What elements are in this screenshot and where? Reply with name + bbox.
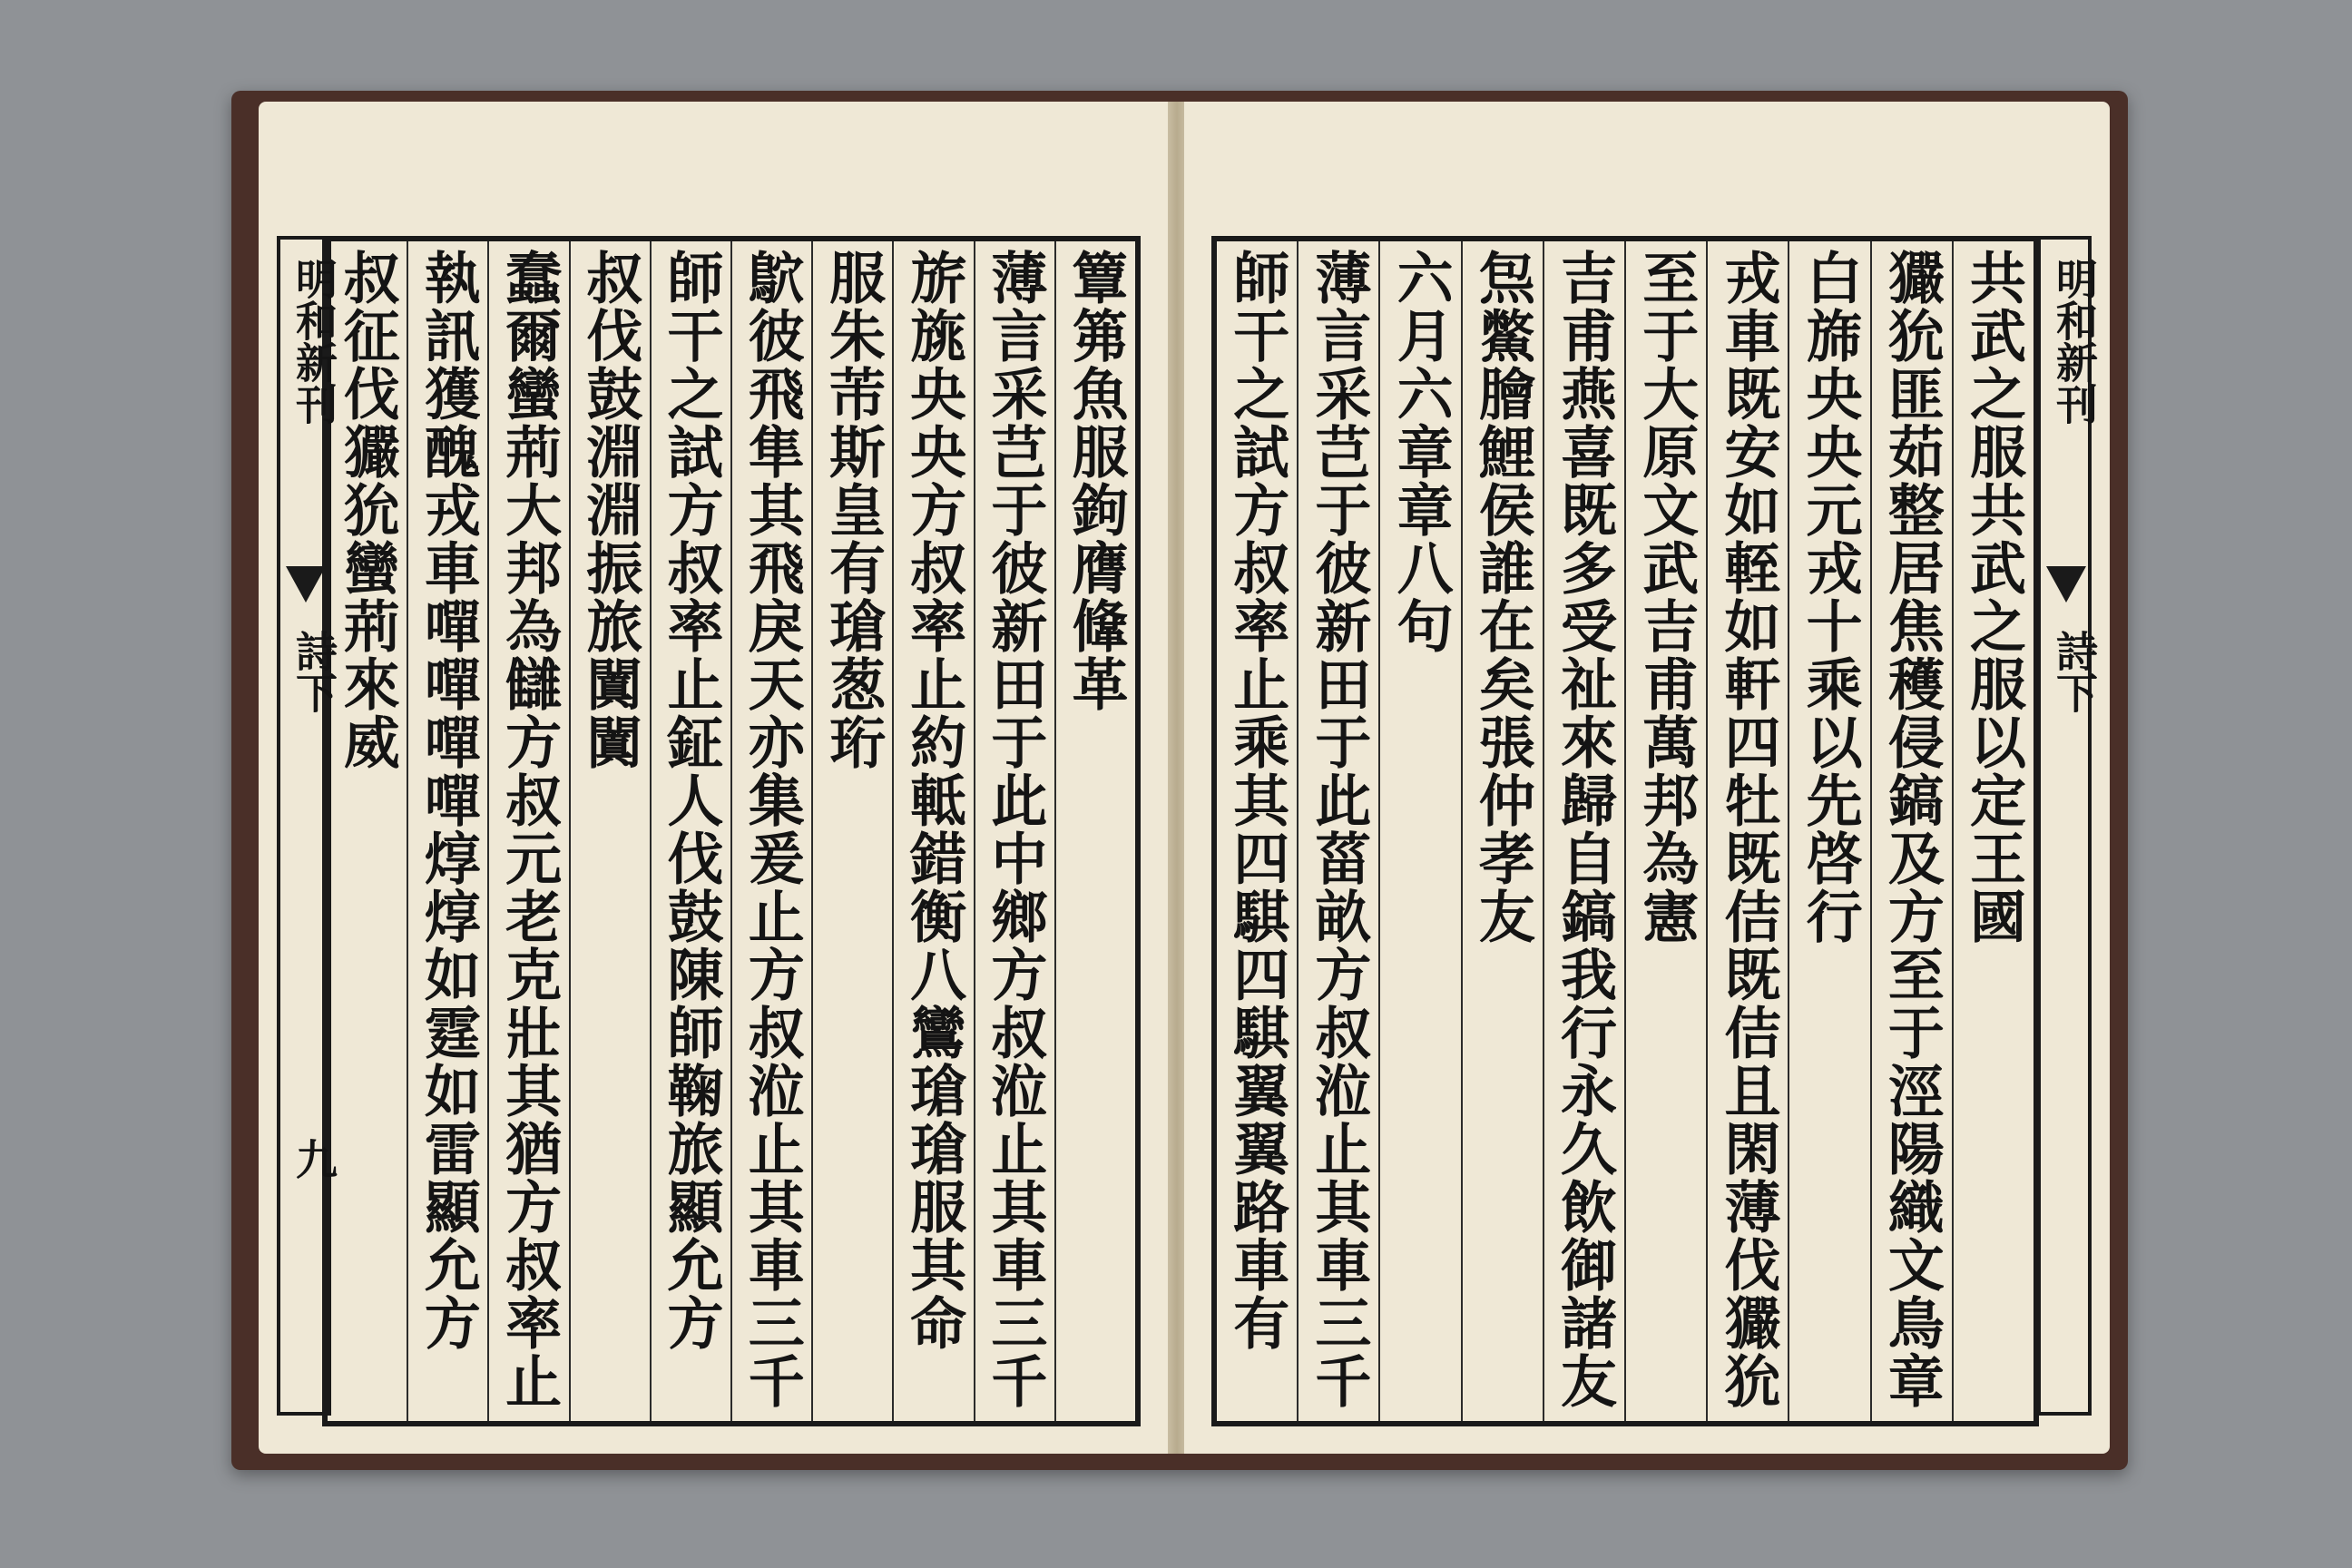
left-columns <box>328 241 1135 1421</box>
column-text: 師干之試方叔率止乘其四騏四騏翼翼路車有 <box>1223 249 1290 1352</box>
page-number: 九 <box>289 1138 338 1180</box>
text-column <box>1624 241 1706 1421</box>
column-text: 蠢爾蠻荊大邦為讎方叔元老克壯其猶方叔率止 <box>495 249 563 1410</box>
book-title: 明和新刊 <box>2050 258 2099 425</box>
text-column <box>1297 241 1378 1421</box>
column-text: 服朱芾斯皇有瑲葱珩 <box>819 249 887 771</box>
column-text: 玁狁匪茹整居焦穫侵鎬及方至于涇陽織文鳥章 <box>1878 249 1945 1410</box>
column-text: 師干之試方叔率止鉦人伐鼓陳師鞠旅顯允方 <box>658 249 725 1352</box>
column-text: 至于大原文武吉甫萬邦為憲 <box>1632 249 1700 946</box>
text-column <box>1706 241 1788 1421</box>
column-text: 叔伐鼓淵淵振旅闐闐 <box>576 249 643 771</box>
right-text-frame <box>1211 236 2039 1426</box>
text-column <box>1461 241 1543 1421</box>
text-column <box>892 241 973 1421</box>
text-column <box>730 241 811 1421</box>
section-label: 詩下 <box>2050 630 2099 713</box>
column-text: 炰鱉膾鯉侯誰在矣張仲孝友 <box>1469 249 1536 946</box>
text-column <box>1788 241 1869 1421</box>
column-text: 旂旐央央方叔率止約軧錯衡八鸞瑲瑲服其命 <box>900 249 967 1352</box>
text-column <box>974 241 1054 1421</box>
section-label: 詩下 <box>289 630 338 713</box>
column-text: 薄言采芑于彼新田于此中鄉方叔涖止其車三千 <box>981 249 1048 1410</box>
text-column <box>569 241 650 1421</box>
text-column <box>1054 241 1135 1421</box>
text-column <box>1378 241 1460 1421</box>
right-page <box>1184 102 2110 1454</box>
column-text: 鴥彼飛隼其飛戾天亦集爰止方叔涖止其車三千 <box>739 249 806 1410</box>
text-column <box>811 241 892 1421</box>
text-column <box>1217 241 1297 1421</box>
text-column <box>487 241 568 1421</box>
right-margin-center <box>2037 236 2099 1416</box>
text-column <box>407 241 487 1421</box>
fish-tail-mark <box>286 566 326 603</box>
left-margin-center <box>277 236 338 1416</box>
column-text: 共武之服共武之服以定王國 <box>1960 249 2027 946</box>
column-text: 白旆央央元戎十乘以先啓行 <box>1797 249 1864 946</box>
column-text: 吉甫燕喜既多受祉來歸自鎬我行永久飲御諸友 <box>1551 249 1618 1410</box>
column-text: 薄言采芑于彼新田于此菑畝方叔涖止其車三千 <box>1305 249 1372 1410</box>
column-text: 叔征伐玁狁蠻荊來威 <box>334 249 401 771</box>
left-text-frame <box>322 236 1141 1426</box>
text-column <box>650 241 730 1421</box>
column-text: 六月六章章八句 <box>1387 249 1455 655</box>
column-text: 簟笰魚服鉤膺鞗革 <box>1063 249 1130 713</box>
book <box>231 91 2128 1470</box>
book-title: 明和新刊 <box>289 258 338 425</box>
right-columns <box>1217 241 2034 1421</box>
fish-tail-mark <box>2046 566 2086 603</box>
column-text: 戎車既安如輊如軒四牡既佶既佶且閑薄伐玁狁 <box>1714 249 1781 1410</box>
column-text: 執訊獲醜戎車嘽嘽嘽嘽焞焞如霆如雷顯允方 <box>415 249 482 1352</box>
text-column <box>1543 241 1624 1421</box>
text-column <box>1952 241 2034 1421</box>
left-page <box>259 102 1168 1454</box>
text-column <box>1870 241 1952 1421</box>
